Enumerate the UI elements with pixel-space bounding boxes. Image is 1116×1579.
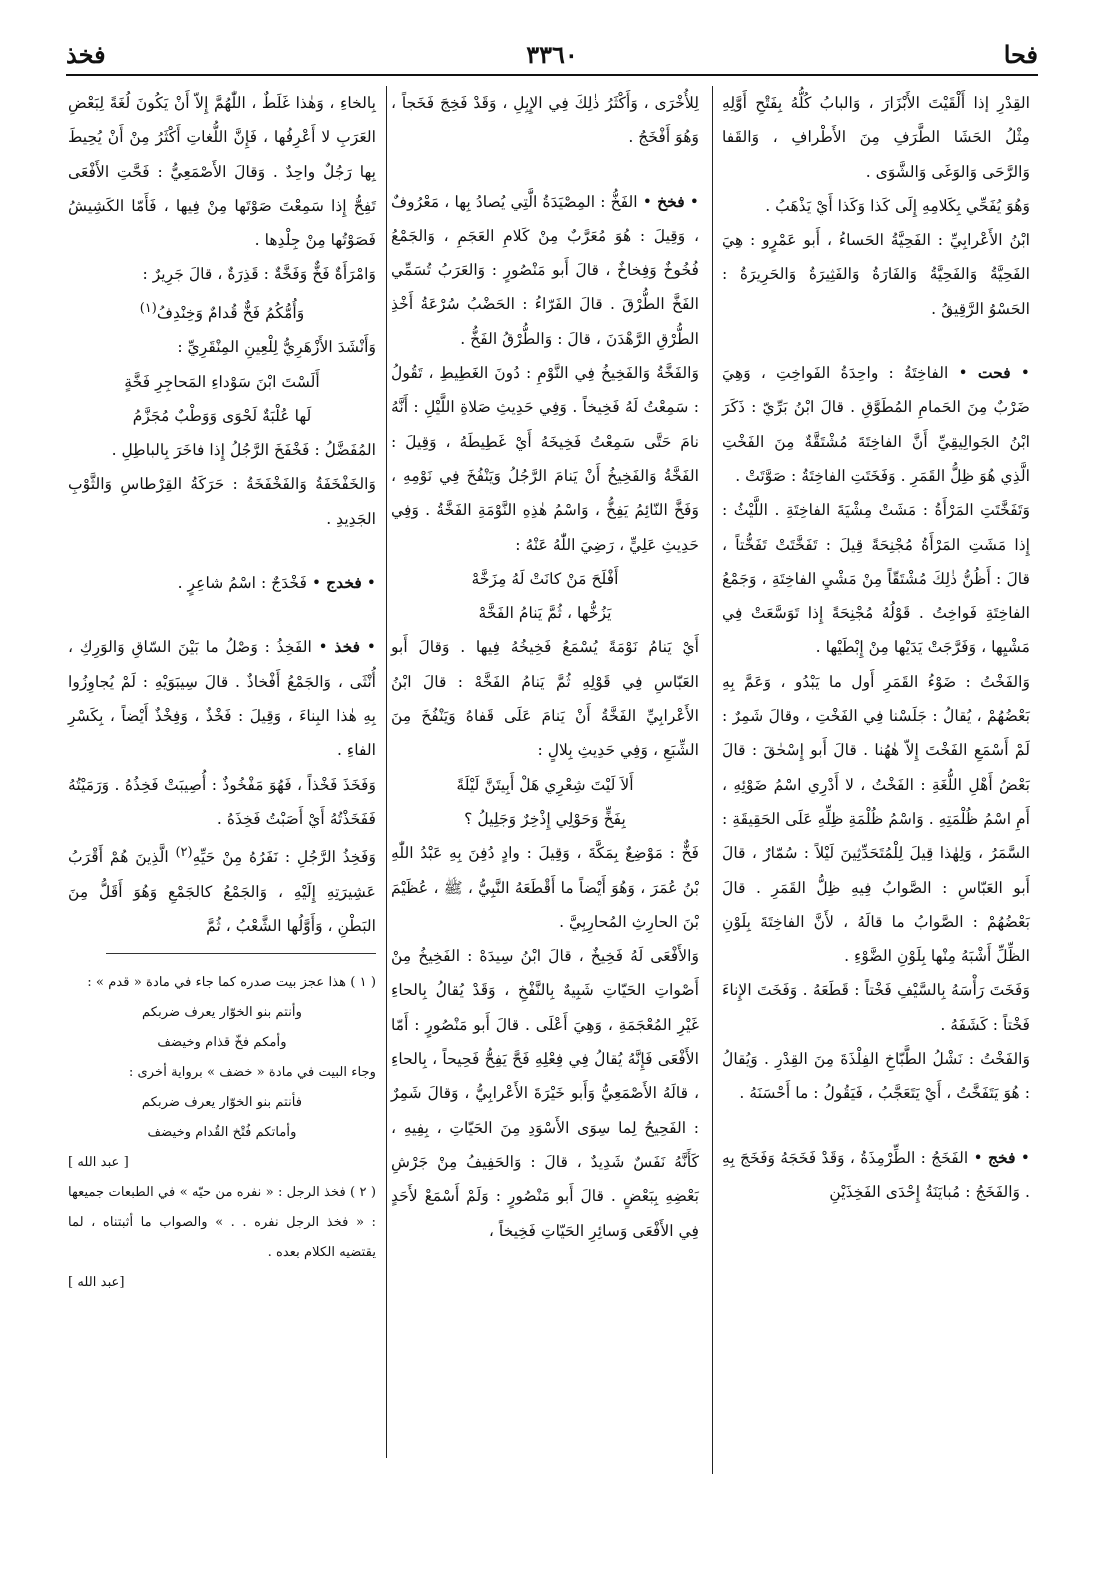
paragraph: وَالفَخْتُ : نَشْلُ الطَّبّاخِ الفِلْذَةَ مِنَ القِدْرِ . وَيُقالُ : هُوَ يَتَفَخَّتُ ، أَيْ يَتَعَجَّبُ ، فَيَقُولُ : ما أَحْسَنَهُ . bbox=[722, 1050, 1030, 1103]
paragraph: وَالفَخْتُ : ضَوْءُ القَمَرِ أَول ما يَبْدُو ، وَعَمَّ بِهِ بَعْضُهُمْ ، يُقالُ : جَلَسْنا فِي الفَخْتِ ، وقالَ شَمِرٌ : لَمْ أَسْمَعِ الفَخْتَ إِلاّ هٰهُنا . قالَ أَبو إِسْحٰقَ : قالَ بَعْضُ أَهْلِ اللُّغَةِ : الفَخْتُ ، لا أَدْرِي اسْمُ ضَوْئِهِ ، أَمِ اسْمُ ظُلْمَتِهِ . وَاسْمُ ظُلْمَةِ ظِلِّهِ عَلَى الحَقِيقَةِ : السَّمَرُ ، وَلِهٰذا قِيلَ لِلْمُتَحَدِّثِينَ لَيْلاً : سُمّارٌ ، قالَ أَبو العَبّاسِ : الصَّوابُ فِيهِ ظِلُّ القَمَرِ . قالَ بَعْضُهُمْ : الصَّوابُ ما قالَهُ ، لأَنَّ الفاخِتَةَ بِلَوْنِ الظِّلِّ أَشْبَهُ مِنْها بِلَوْنِ الضَّوْءِ . bbox=[722, 672, 1030, 966]
entry-fhj: • فخج • الفَخَجُ : الطِّرْمِذَةُ ، وَقَدْ فَخَجَهُ وَفَخَجَ بِهِ . وَالفَخَجُ : مُبايَنَةُ إِحْدَى الفَخِذَيْنِ bbox=[722, 1147, 1030, 1201]
paragraph: فَخٌّ : مَوْضِعٌ بِمَكَّةَ ، وَقِيلَ : وادٍ دُفِنَ بِهِ عَبْدُ اللّٰهِ بْنُ عُمَرَ ، وَهُوَ أَيْضاً ما أَقْطَعَهُ النَّبِيُّ ، ﷺ ، عُظَيْمَ بْنَ الحارِثِ المُحارِبِيَّ . bbox=[391, 844, 699, 931]
verse-line bbox=[68, 292, 376, 330]
entry-fkhdh: • فخذ • الفَخِذُ : وَصْلُ ما بَيْنَ السّاقِ وَالوَرِكِ ، أُنْثَى ، وَالجَمْعُ أَفْخاذٌ . قالَ سِيبَوَيْهِ : لَمْ يُجاوِزُوا بِهِ هٰذا البِناءَ ، وَقِيلَ : فَخْذٌ ، وَفِخْذٌ أَيْضاً ، بِكَسْرِ الفاءِ . bbox=[68, 637, 376, 760]
verse-line: لَها عُلْبَةٌ لَحْوَى وَوَطْبٌ مُجَزَّمُ bbox=[132, 406, 312, 425]
footnote: ( ١ ) هذا عجز بيت صدره كما جاء في مادة « قدم » : bbox=[87, 975, 376, 991]
paragraph: وَالخَفْخَفَةُ وَالفَخْفَخَةُ : حَرَكَةُ القِرْطاسِ وَالثَّوْبِ الجَدِيدِ . bbox=[68, 475, 376, 528]
footnote-ref: (١) bbox=[139, 300, 157, 316]
entry-text: وَفَخِذُ الرَّجُلِ : نَفَرُهُ مِنْ حَيِّهِ bbox=[192, 848, 376, 867]
column-middle bbox=[391, 86, 699, 1446]
paragraph: وَهُوَ يُفَحِّي بِكَلامِهِ إِلَى كَذا وَكَذا أَيْ يَذْهَبُ . bbox=[765, 196, 1030, 215]
footnote-verse: وأماتكم فُتْخ القُدام وخيضف bbox=[147, 1125, 297, 1141]
column-left bbox=[68, 86, 376, 1298]
verse-line: يَزُخُّها ، ثُمَّ يَنامُ الفَخَّهْ bbox=[478, 604, 612, 623]
running-head-right: فحا bbox=[1003, 40, 1038, 69]
entry-fht: • فحت • الفاخِتَةُ : واحِدَةُ الفَواخِتِ ، وَهِيَ ضَرْبٌ مِنَ الحَمامِ المُطَوَّقِ . قالَ ابْنُ بَرِّيّ : ذَكَرَ ابْنُ الجَوالِيقِيِّ أَنَّ الفاخِتَةَ مُشْتَقَّةٌ مِنَ الفَخْتِ الَّذِي هُوَ ظِلُّ القَمَرِ . وَفَخَتَتِ الفاخِتَةُ : صَوَّتَتْ . bbox=[722, 363, 1030, 485]
entry-text: فَخْدَجٌ : اسْمُ شاعِرٍ . bbox=[177, 574, 307, 593]
editor-signature: [ عبد الله ] bbox=[68, 1155, 129, 1171]
verse-line: أَلاَ لَيْتَ شِعْرِي هَلْ أَبِيتَنَّ لَيْلَةً bbox=[456, 775, 634, 794]
paragraph: وَالأَفْعَى لَهُ فَخِيخٌ ، قالَ ابْنُ سِيدَهْ : الفَخِيخُ مِنْ أَصْواتِ الحَيّاتِ شَبِيهٌ بِالنَّفْخِ ، وَقَدْ يُقالُ بِالحاءِ غَيْرِ المُعْجَمَةِ ، وَهِيَ أَعْلَى . قالَ أَبو مَنْصُورٍ : أَمّا الأَفْعَى فَإِنَّهُ يُقالُ فِي فِعْلِهِ فَحَّ يَفِحُّ فَحِيحاً ، بِالحاءِ ، قالَهُ الأَصْمَعِيُّ وَأَبو خَيْرَةَ الأَعْرابِيُّ ، وَقالَ شَمِرٌ : الفَحِيحُ لِما سِوَى الأَسْوَدِ مِنَ الحَيّاتِ ، بِفِيهِ ، كَأَنَّهُ نَفَسٌ شَدِيدٌ ، قالَ : وَالحَفِيفُ مِنْ جَرْشِ بَعْضِهِ بِبَعْضٍ . قالَ أَبو مَنْصُورٍ : وَلَمْ أَسْمَعْ لأَحَدٍ فِي الأَفْعَى وَسائِرِ الحَيّاتِ فَخِيخاً ، bbox=[391, 947, 699, 1240]
root-heading: فحت bbox=[977, 363, 1011, 383]
column-divider bbox=[386, 86, 387, 1458]
header-rule bbox=[66, 74, 1038, 76]
paragraph: وَامْرَأَةٌ فَخٌّ وَفَخَّةٌ : قَذِرَةٌ ، قالَ جَرِيرٌ : bbox=[142, 265, 376, 284]
root-heading: فخج bbox=[987, 1147, 1016, 1167]
entry-text: الفاخِتَةُ : واحِدَةُ الفَواخِتِ ، وَهِيَ ضَرْبٌ مِنَ الحَمامِ المُطَوَّقِ . قالَ ابْنُ بَرِّيّ : ذَكَرَ ابْنُ الجَوالِيقِيِّ أَنَّ الفاخِتَةَ مُشْتَقَّةٌ مِنَ الفَخْتِ الَّذِي هُوَ ظِلُّ القَمَرِ . وَفَخَتَتِ الفاخِتَةُ : صَوَّتَتْ . bbox=[722, 364, 1030, 485]
paragraph: ابْنُ الأَعْرابِيِّ : الفَحِيَّةُ الحَساءُ ، أَبو عَمْرٍو : هِيَ الفَحِيَّةُ وَالفَحِيَّةُ وَالفَارَةُ وَالفَثِيرَةُ وَالحَرِيرَةُ : الحَسْوُ الرَّقِيقُ . bbox=[722, 231, 1030, 318]
editor-signature: [عبد الله ] bbox=[68, 1275, 125, 1291]
entry-text: الَّذِينَ هُمْ أَقْرَبُ عَشِيرَتِهِ إِلَيْهِ ، وَالجَمْعُ كالجَمْعِ وَهُوَ أَقَلُّ مِنَ البَطْنِ ، وَأَوَّلُها الشَّعْبُ ، ثُمَّ bbox=[68, 848, 376, 935]
paragraph: أَيْ يَنامُ نَوْمَةً يُسْمَعُ فَخِيخُهُ فِيها . وَقالَ أَبو العَبّاسِ فِي قَوْلِهِ ثُمَّ يَنامُ الفَخَّهْ : قالَ ابْنُ الأَعْرابِيِّ الفَخَّةُ أَنْ يَنامَ عَلَى قَفاهُ وَيَنْفُخَ مِنَ الشِّبَعِ ، وَفِي حَدِيثِ بِلالٍ : bbox=[391, 638, 699, 760]
paragraph: لِلأُخْرَى ، وَأَكْثَرُ ذٰلِكَ فِي الإِبِلِ ، وَقَدْ فَخِجَ فَخَجاً ، وَهُوَ أَفْخَجُ . bbox=[391, 94, 699, 147]
entry-fkhdj: • فخدج • فَخْدَجٌ : اسْمُ شاعِرٍ . bbox=[177, 573, 376, 593]
footnote-rule bbox=[106, 953, 376, 954]
entry-text: الفَخَجُ : الطِّرْمِذَةُ ، وَقَدْ فَخَجَهُ وَفَخَجَ بِهِ . وَالفَخَجُ : مُبايَنَةُ إِحْدَى الفَخِذَيْنِ bbox=[722, 1148, 1030, 1201]
page-number: ٣٣٦٠ bbox=[526, 40, 578, 69]
footnote-ref: (٢) bbox=[175, 845, 193, 861]
footnote-verse: وأمكم فخّ قذام وخيضف bbox=[157, 1035, 287, 1051]
column-right bbox=[722, 86, 1030, 1209]
paragraph bbox=[68, 836, 376, 943]
entry-fkhkh: • فخخ • الفَخُّ : المِصْيَدَةُ الَّتِي يُصادُ بِها ، مَعْرُوفٌ ، وَقِيلَ : هُوَ مُعَرَّبٌ مِنْ كَلامِ العَجَمِ ، وَالجَمْعُ فُخُوخٌ وَفِخاخٌ ، قالَ أَبو مَنْصُورٍ : وَالعَرَبُ تُسَمِّي الفَخَّ الطُّرْقَ . قالَ الفَرّاءُ : الحَضْبُ سُرْعَةُ أَخْذِ الطُّرْقِ الرَّهْدَنَ ، قالَ : وَالطُّرْقُ الفَخُّ . bbox=[391, 191, 699, 348]
paragraph: وَالفَخَّةُ وَالفَخِيخُ فِي النَّوْمِ : دُونَ الغَطِيطِ ، تَقُولُ : سَمِعْتُ لَهُ فَخِيخاً . وَفِي حَدِيثِ صَلاةِ اللَّيْلِ : أَنَّهُ نامَ حَتَّى سَمِعْتُ فَخِيخَهُ أَيْ غَطِيطَهُ ، وَقِيلَ : الفَخَّةُ وَالفَخِيخُ أَنْ يَنامَ الرَّجُلُ وَيَنْفُخَ فِي نَوْمِهِ ، وَفَخَّ النّائِمُ يَفِخُّ ، وَاسْمُ هٰذِهِ النَّوْمَةِ الفَخَّةُ . وَفِي حَدِيثِ عَلِيٍّ ، رَضِيَ اللّٰهُ عَنْهُ : bbox=[391, 364, 699, 554]
entry-text: الفَخُّ : المِصْيَدَةُ الَّتِي يُصادُ بِها ، مَعْرُوفٌ ، وَقِيلَ : هُوَ مُعَرَّبٌ مِنْ كَلامِ العَجَمِ ، وَالجَمْعُ فُخُوخٌ وَفِخاخٌ ، قالَ أَبو مَنْصُورٍ : وَالعَرَبُ تُسَمِّي الفَخَّ الطُّرْقَ . قالَ الفَرّاءُ : الحَضْبُ سُرْعَةُ أَخْذِ الطُّرْقِ الرَّهْدَنَ ، قالَ : وَالطُّرْقُ الفَخُّ . bbox=[391, 192, 699, 348]
paragraph: المُفَضَّلُ : فَخْفَخَ الرَّجُلُ إِذا فاخَرَ بِالباطِلِ . bbox=[111, 441, 376, 460]
root-heading: فخخ bbox=[657, 191, 685, 211]
entry-text: الفَخِذُ : وَصْلُ ما بَيْنَ السّاقِ وَالوَرِكِ ، أُنْثَى ، وَالجَمْعُ أَفْخاذٌ . قالَ سِيبَوَيْهِ : لَمْ يُجاوِزُوا بِهِ هٰذا البِناءَ ، وَقِيلَ : فَخْذٌ ، وَفِخْذٌ أَيْضاً ، بِكَسْرِ الفاءِ . bbox=[68, 638, 376, 760]
footnote-verse: وأنتم بنو الخوّار يعرف ضربكم bbox=[142, 1005, 302, 1021]
footnote: وجاء البيت في مادة « خضف » برواية أخرى : bbox=[128, 1065, 376, 1081]
verse-text: وَأُمُّكُمُ فَخٌّ قُدامٌ وَخِنْدِفُ bbox=[156, 303, 305, 322]
paragraph: بِالخاءِ ، وَهٰذا غَلَطٌ ، اللّٰهُمَّ إِلاّ أَنْ يَكُونَ لُغَةً لِبَعْضِ العَرَبِ لا أَعْرِفُها ، فَإِنَّ اللُّغاتِ أَكْثَرُ مِنْ أَنْ يُحِيطَ بِها رَجُلٌ واحِدٌ . وَقالَ الأَصْمَعِيُّ : فَحَّتِ الأَفْعَى تَفِحُّ إِذا سَمِعْتَ صَوْتَها مِنْ فِيها ، فَأَمّا الكَشِيشُ فَصَوْتُها مِنْ جِلْدِها . bbox=[68, 94, 376, 250]
footnote: ( ٢ ) فخذ الرجل : « نفره من حيّه » في الطبعات جميعها : « فخذ الرجل نفره . . » والصواب ما أثبتناه ، لما يقتضيه الكلام بعده . bbox=[68, 1185, 376, 1261]
footnote-verse: فأنتم بنو الخوّار يعرف ضربكم bbox=[141, 1095, 303, 1111]
verse-line: أَفْلَحَ مَنْ كانَتْ لَهُ مِزَخَّهْ bbox=[471, 569, 619, 588]
verse-line: أَلَسْتَ ابْنَ سَوْداءِ المَحاجِرِ فَخَّةٍ bbox=[124, 372, 320, 391]
column-divider bbox=[712, 86, 713, 1474]
verse-line: بِفَخٍّ وَحَوْلِي إِذْخِرٌ وَجَلِيلُ ؟ bbox=[464, 809, 626, 828]
paragraph: وَفَخَذَ فَخْذاً ، فَهُوَ مَفْخُوذٌ : أُصِيبَتْ فَخِذُهُ . وَرَمَيْتُهُ فَفَخَذْتُهُ أَيْ أَصَبْتُ فَخِذَهُ . bbox=[68, 775, 376, 828]
root-heading: فخدج bbox=[326, 573, 362, 593]
root-heading: فخذ bbox=[334, 637, 361, 657]
paragraph: وَتَفَخَّتَتِ المَرْأَةُ : مَشَتْ مِشْيَةَ الفاخِتَةِ . اللَّيْثُ : إِذا مَشَتِ المَرْأَةُ مُجْنِحَةً قِيلَ : تَفَخَّتَتْ تَفَخُّتاً ، قالَ : أَظُنُّ ذٰلِكَ مُشْتَقّاً مِنْ مَشْيِ الفاخِتَةِ ، وَجَمْعُ الفاخِتَةِ فَواخِتُ . قَوْلُهُ مُجْنِحَةً إِذا تَوَسَّعَتْ فِي مَشْيِها ، وَفَرَّجَتْ يَدَيْها مِنْ إِبْطَيْها . bbox=[722, 501, 1030, 657]
paragraph: وَفَخَتَ رَأْسَهُ بِالسَّيْفِ فَخْتاً : قَطَعَهُ . وَفَخَتَ الإِناءَ فَخْتاً : كَشَفَهُ . bbox=[722, 981, 1030, 1034]
running-head-left: فخذ bbox=[66, 40, 106, 69]
paragraph: القِدْرِ إذا أَلْقَيْتَ الأَبْزَارَ ، وَالبابُ كُلُّهُ بِفَتْحِ أَوَّلِهِ مِثْلُ الحَشَا الطَّرَفِ مِنَ الأَطْرافِ ، وَالقَفا وَالرَّحَى وَالوَغَى وَالشَّوَى . bbox=[722, 94, 1030, 181]
paragraph: وَأَنْشَدَ الأَزْهَرِيُّ لِلْعِينِ المِنْقَرِيِّ : bbox=[177, 338, 376, 357]
